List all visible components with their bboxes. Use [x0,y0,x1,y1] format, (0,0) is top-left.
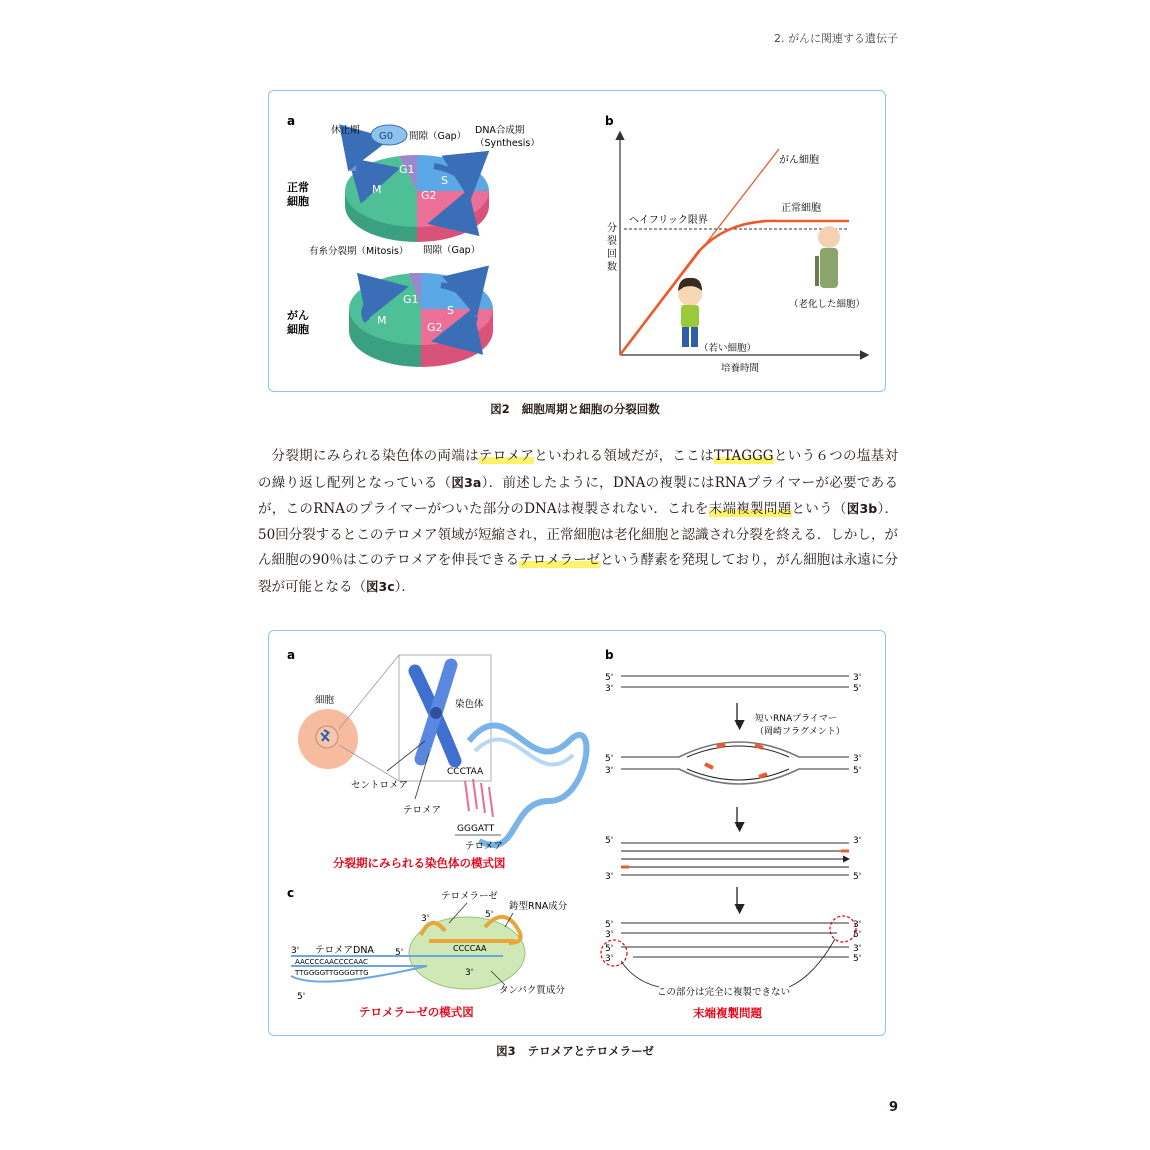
c-3-left: 3' [291,946,300,956]
body-text-3: という６つの塩基対の繰り返し配列となっている（ [258,448,899,491]
y-label-4: 数 [607,262,617,273]
b1-3-right: 3' [853,673,862,683]
cancer-s-label: S [447,304,454,317]
mitosis-label: 有糸分裂期（Mitosis） [309,246,409,257]
figure-2-frame [268,90,886,392]
b1-5-left: 5' [605,673,614,683]
body-text-7: という酵素を発現しており，がん細胞は永遠に分裂が可能となる（ [258,552,899,595]
y-label-1: 分 [607,223,617,234]
protein-label: タンパク質成分 [499,985,565,996]
b4-3-left-b: 3' [605,954,614,964]
rest-phase-label: 休止期 [331,125,360,136]
b2-5-right: 5' [853,766,862,776]
page-number: 9 [888,1100,898,1115]
zoom-line-2 [339,745,399,781]
b2-3-left: 3' [605,766,614,776]
fig2-normal-label-1: 正常 [287,181,309,194]
running-header: 2. がんに関連する遺伝子 [774,32,898,45]
normal-s-label: S [441,174,448,187]
body-text-6: ）．50回分裂するとこのテロメア領域が短縮され，正常細胞は老化細胞と認識され分裂を終える．しかし，がん細胞の90％はこのテロメアを伸長できる [258,501,899,568]
gap-top-label: 間隙（Gap） [409,131,467,142]
b3-3-left: 3' [605,872,614,882]
body-text-4: ）．前述したように，DNAの複製にはRNAプライマーが必要であるが，このRNAのプライマーがついた部分のDNAは複製されない．これを [258,474,898,517]
seq-top: CCCTAA [447,767,484,777]
ref-fig3c[interactable]: 図3c [366,578,395,594]
body-text-1: 分裂期にみられる染色体の両端は [271,448,479,464]
b1-5-right: 5' [853,684,862,694]
gap-bottom-label: 間隙（Gap） [423,245,481,256]
highlight-ttaggg: TTAGGG [713,448,774,464]
lagging-strand-diagram [621,843,849,875]
young-person-icon [678,278,702,347]
telomere-bottom-label: テロメア [465,841,504,852]
normal-cell-label: 正常細胞 [781,203,821,214]
telomere-dna-label: テロメアDNA [315,945,374,956]
cannot-replicate-note: この部分は完全に複製できない [657,987,791,998]
b2-5-left: 5' [605,754,614,764]
g0-label: G0 [379,131,394,142]
shortened-strands [601,916,856,966]
fig3a-title: 分裂期にみられる染色体の模式図 [333,856,506,870]
b4-3-right-b: 3' [853,944,862,954]
c-3-top: 3' [421,914,430,924]
x-label: 培養時間 [721,363,760,374]
cell-nucleus [316,726,338,748]
b2-3-right: 3' [853,754,862,764]
template-rna-label: 鋳型RNA成分 [509,901,568,912]
primer-label-2: （岡崎フラグメント） [755,727,845,737]
cancer-g1-label: G1 [403,293,419,306]
highlight-telomere: テロメア [478,448,535,464]
b4-5-right-a: 5' [853,930,862,940]
template-seq: CCCCAA [453,944,487,953]
young-cell-label: （若い細胞） [699,343,757,354]
figure-3-frame [268,630,886,1036]
y-label-3: 回 [607,249,617,260]
seq-bottom: GGGATT [457,824,495,834]
b3-5-right: 5' [853,872,862,882]
b4-5-left-a: 5' [605,920,614,930]
c-5-mid: 5' [395,948,404,958]
fig3-panel-b: b [605,648,614,662]
b4-5-left-b: 5' [605,944,614,954]
cancer-g2-label: G2 [427,321,443,334]
fig2-normal-label-2: 細胞 [287,195,309,208]
dna-seq-top: AACCCCAACCCCAAC [295,958,368,966]
figure-2-number: 図2 [490,402,510,416]
note-pointer-left [621,961,659,987]
c-5-bottom: 5' [297,992,306,1002]
figure-3-number: 図3 [496,1044,516,1058]
figure-3-caption [0,1043,1150,1059]
body-text-5: という（ [791,501,847,517]
hayflick-limit-label: ヘイフリック限界 [629,215,708,226]
dna-seq-bottom: TTGGGGTTGGGGTTG [295,969,369,977]
b4-5-right-b: 5' [853,954,862,964]
figure-3-svg [269,631,885,1035]
centromere-label: セントロメア [351,780,409,791]
c-3-mid: 3' [465,968,474,978]
cancer-m-label: M [377,314,387,327]
normal-cell-cycle-disk [345,141,489,242]
zoom-line-1 [339,655,399,729]
cancer-cell-label: がん細胞 [779,155,819,166]
fig3b-title: 末端複製問題 [693,1006,762,1020]
fig2-cancer-label-1: がん [287,309,309,322]
y-label-2: 裂 [607,236,617,247]
b1-3-left: 3' [605,684,614,694]
fig2-panel-b: b [605,114,614,128]
normal-g2-label: G2 [421,189,437,202]
normal-m-label: M [372,183,382,196]
highlight-end-replication: 末端複製問題 [708,501,792,517]
fig2-panel-a: a [287,114,296,128]
body-text-2: といわれる領域だが，ここは [534,448,714,464]
figure-2-title: 細胞周期と細胞の分裂回数 [521,402,660,416]
old-person-icon [815,226,840,288]
normal-g1-label: G1 [399,163,415,176]
ref-fig3a[interactable]: 図3a [451,474,482,490]
fig3c-title: テロメラーゼの模式図 [359,1005,474,1019]
figure-2-svg [269,91,885,391]
cancer-cell-cycle-disk [349,273,493,367]
telomere-label: テロメア [403,805,442,816]
primer-label-1: 短いRNAプライマー [755,714,837,724]
cell-label: 細胞 [315,695,335,706]
b4-3-right-a: 3' [853,920,862,930]
body-text-8: ）． [394,578,415,595]
dna-synthesis-label-2: （Synthesis） [475,138,540,149]
normal-cell-curve [620,221,849,355]
chromosome-label: 染色体 [455,699,484,710]
dna-synthesis-label-1: DNA合成期 [475,125,525,136]
dna-duplex-1 [621,676,849,687]
body-paragraph [258,444,898,600]
chromosome-x-shape [415,665,455,761]
figure-3-title: テロメアとテロメラーゼ [527,1044,654,1058]
highlight-telomerase: テロメラーゼ [519,552,601,568]
fig2-cancer-label-2: 細胞 [287,323,309,336]
c-5-top: 5' [485,910,494,920]
b3-3-right: 3' [853,836,862,846]
telomerase-label: テロメラーゼ [441,891,498,902]
b4-3-left-a: 3' [605,930,614,940]
b3-5-left: 5' [605,836,614,846]
ref-fig3b[interactable]: 図3b [846,501,878,516]
figure-2-caption [0,401,1150,417]
fig3-panel-c: c [287,886,295,900]
old-cell-label: （老化した細胞） [789,299,866,310]
fig3-panel-a: a [287,648,296,662]
replication-bubble [621,742,849,784]
